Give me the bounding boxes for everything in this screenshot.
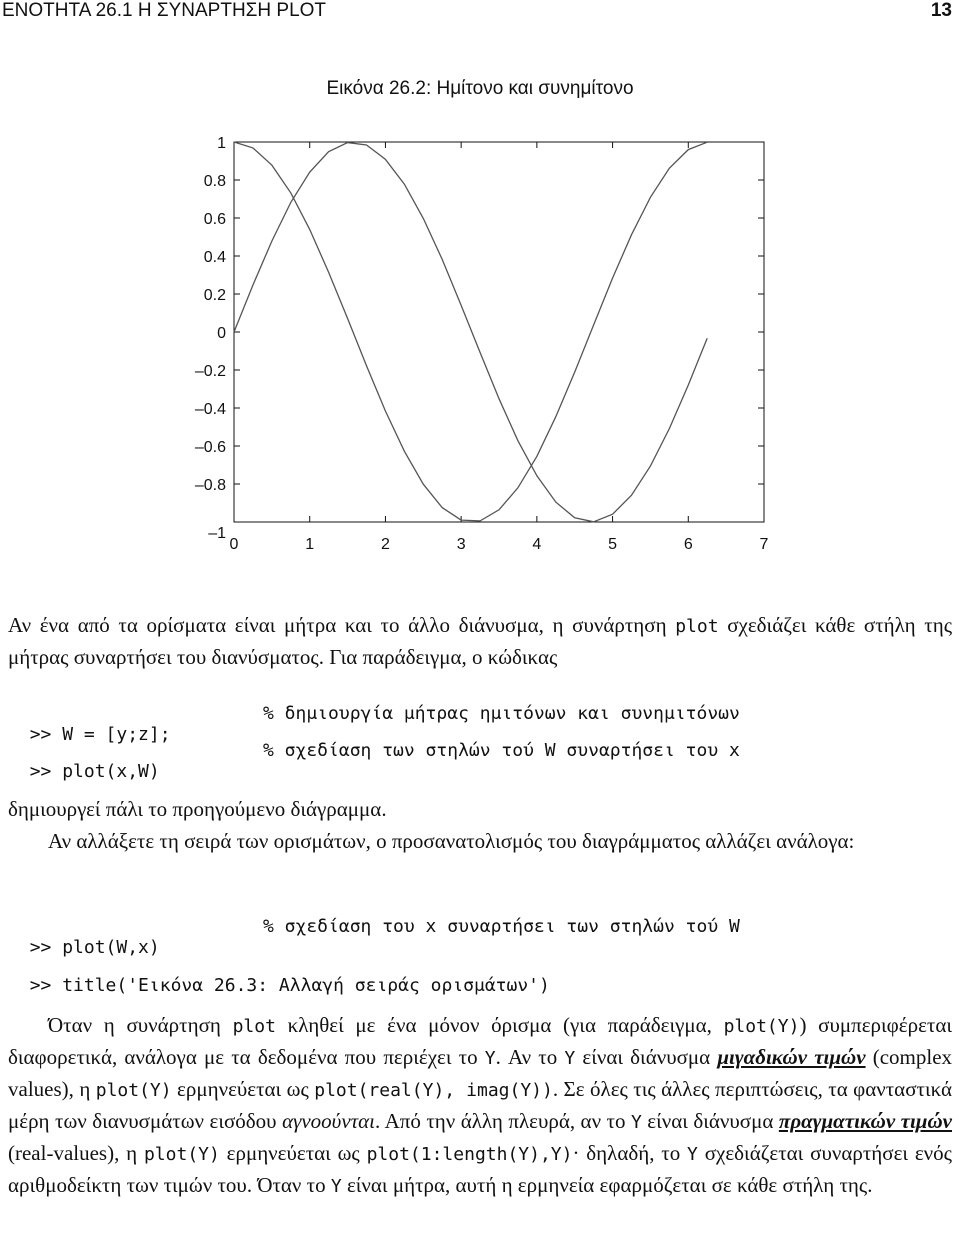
cosine-series-line [234, 142, 707, 521]
y-tick-label: 0 [217, 325, 226, 342]
code-line [8, 954, 550, 996]
code-line [8, 740, 740, 782]
paragraph-single-argument: Όταν η συνάρτηση plot κληθεί με ένα μόνον όρισμα (για παράδειγμα, plot(Y)) συμπεριφέρεται διαφορετικά, ανάλογα με τα δεδομένα που περιέχει το Y. Αν το Y είναι διάνυσμα μιγαδικών τιμών (complex values), η plot(Y) ερμηνεύεται ως plot(real(Y), imag(Y)). Σε όλες τις άλλες περιπτώσεις, τα φανταστικά μέρη των διανυσμάτων εισόδου αγνοούνται. Από την άλλη πλευρά, αν το Y είναι διάνυσμα πραγματικών τιμών (real-values), η plot(Y) ερμηνεύεται ως plot(1:length(Y),Y)· δηλαδή, το Y σχεδιάζεται συναρτήσει ενός αριθμοδείκτη των τιμών του. Όταν το Y είναι μήτρα, αυτή η ερμηνεία εφαρμόζεται σε κάθε στήλη της. [8, 1013, 953, 1197]
x-tick-label: 7 [759, 536, 769, 553]
code-command: >> plot(W,x) [29, 937, 160, 958]
page-header [0, 0, 952, 22]
y-tick-label: –0.4 [194, 401, 226, 418]
y-tick-label: 1 [217, 135, 226, 152]
y-tick-label: 0.4 [203, 249, 226, 266]
code-line [8, 916, 740, 958]
paragraph-matrix-plot: Αν ένα από τα ορίσματα είναι μήτρα και το άλλο διάνυσμα, η συνάρτηση plot σχεδιάζει κάθε στήλη της μήτρας συναρτήσει του διανύσματος. Για παράδειγμα, ο κώδικας [8, 613, 953, 669]
y-tick-label: 0.6 [203, 211, 226, 228]
x-tick-label: 2 [380, 536, 390, 553]
italic-term: αγνοούνται [282, 1109, 376, 1133]
y-tick-label: 0.2 [203, 287, 226, 304]
y-tick-label: –1 [208, 525, 226, 542]
figure-caption: Εικόνα 26.2: Ημίτονο και συνημίτονο [326, 78, 634, 99]
y-tick-label: –0.2 [194, 363, 226, 380]
section-title: ΕΝΟΤΗΤΑ 26.1 Η ΣΥΝΑΡΤΗΣΗ PLOT [2, 0, 327, 21]
x-tick-label: 1 [305, 536, 315, 553]
code-comment: % σχεδίαση του x συναρτήσει των στηλών τού W [263, 916, 740, 937]
y-tick-label: –0.8 [194, 477, 226, 494]
x-tick-label: 6 [683, 536, 693, 553]
y-tick-label: –0.6 [194, 439, 226, 456]
paragraph-argument-order: Αν αλλάξετε τη σειρά των ορισμάτων, ο προσανατολισμός του διαγράμματος αλλάζει ανάλογα: [48, 829, 855, 853]
code-line [8, 703, 740, 745]
code-command: >> title('Εικόνα 26.3: Αλλαγή σειράς ορισμάτων') [29, 975, 550, 996]
page-number: 13 [930, 0, 952, 21]
y-tick-label: 0.8 [203, 173, 226, 190]
x-tick-label: 0 [229, 536, 239, 553]
x-tick-label: 4 [532, 536, 542, 553]
emphasis-term: μιγαδικών τιμών [717, 1045, 866, 1069]
paragraph-regenerates: δημιουργεί πάλι το προηγούμενο διάγραμμα. [8, 797, 387, 821]
code-comment: % σχεδίαση των στηλών τού W συναρτήσει του x [263, 740, 740, 761]
inline-code: plot [675, 616, 719, 637]
sine-series-line [234, 143, 707, 522]
code-command: >> W = [y;z]; [29, 724, 171, 745]
sine-cosine-chart [190, 125, 780, 555]
plot-frame [234, 142, 764, 522]
x-tick-label: 5 [608, 536, 618, 553]
code-command: >> plot(x,W) [29, 761, 160, 782]
x-tick-label: 3 [456, 536, 466, 553]
code-comment: % δημιουργία μήτρας ημιτόνων και συνημιτόνων [263, 703, 740, 724]
emphasis-term: πραγματικών τιμών [778, 1109, 952, 1133]
